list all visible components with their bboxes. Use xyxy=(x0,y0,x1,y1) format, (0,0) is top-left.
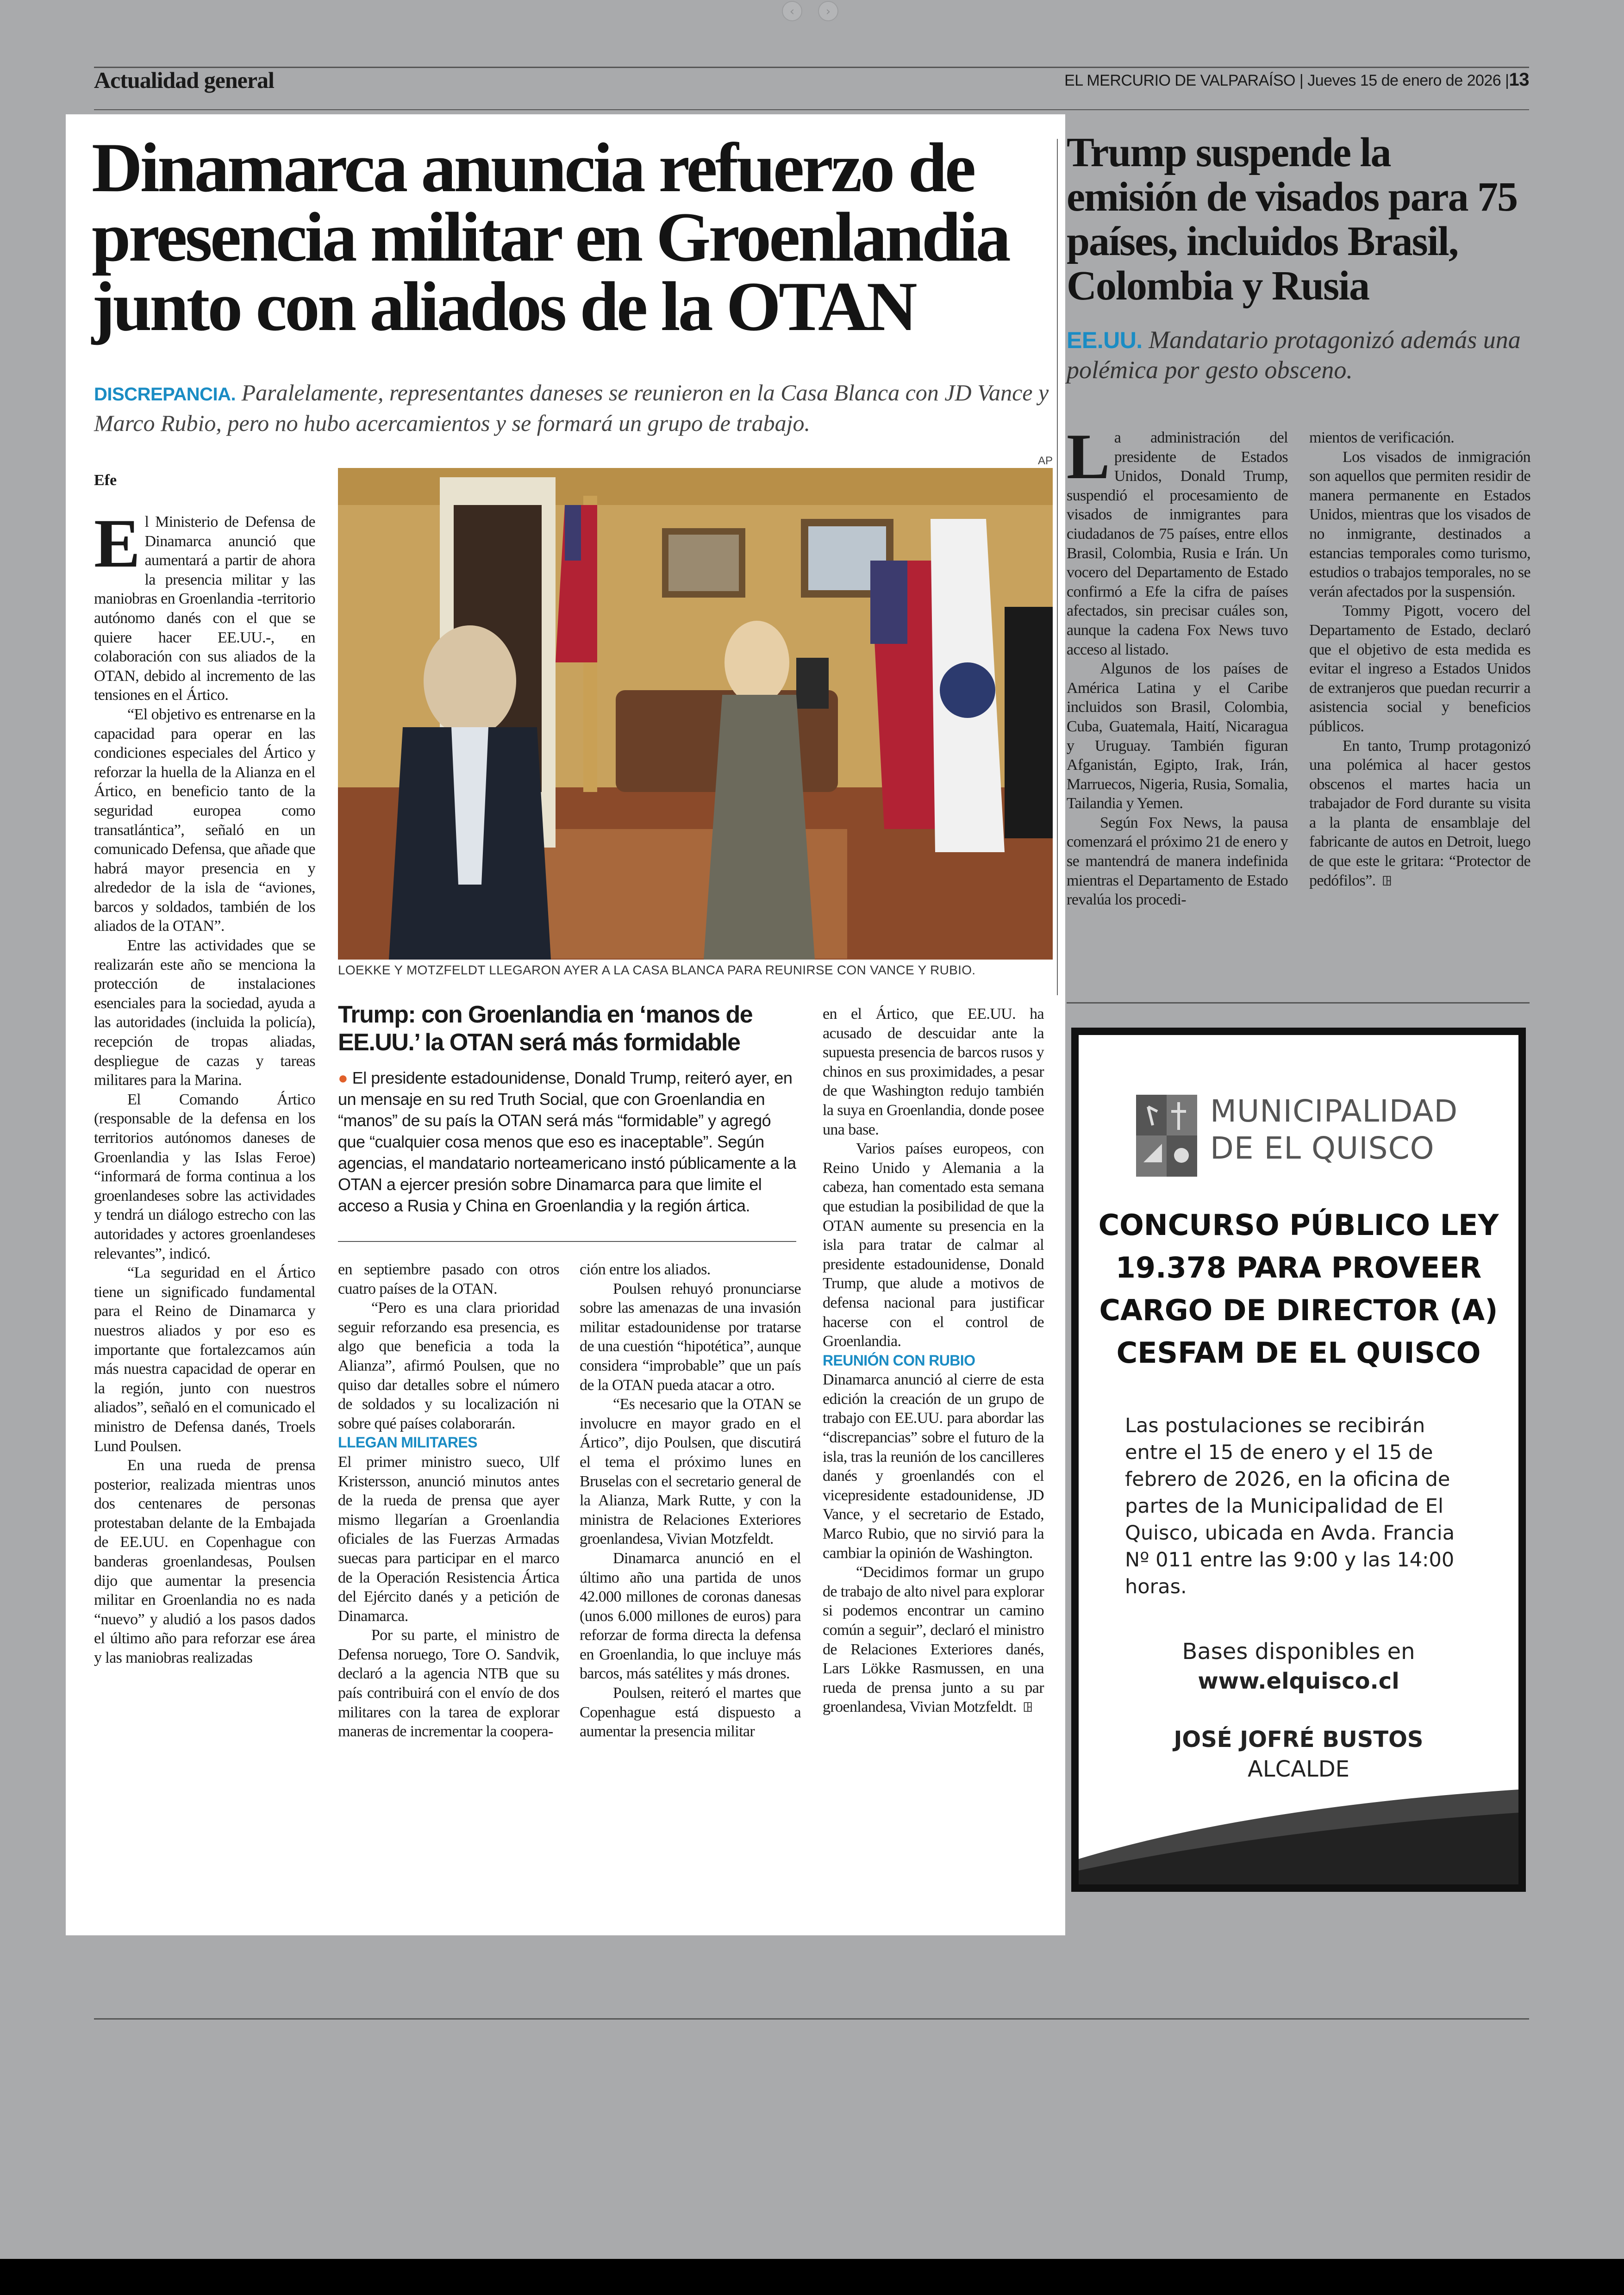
page-number: 13 xyxy=(1509,69,1529,90)
viewer-bottom-bar xyxy=(0,2259,1624,2295)
paragraph: Varios países europeos, con Reino Unido y Alemania a la cabeza, han comentado esta semana que estudian la posibilidad de que la OTAN aumente su presencia en la isla para tratar de calmar al presidente estadounidense, Donald Trump, que alude a motivos de defensa nacional para justificar hacerse con el control de Groenlandia. xyxy=(823,1140,1044,1350)
box-lead-text: El presidente estadounidense, Donald Trump, reiteró ayer, en un mensaje en su red Truth Social, que con Groenlandia en “manos” de su país la OTAN será más “formidable” y agregó que “cualquier cosa menos que eso es inaceptable”. Según agencias, el mandatario norteamericano instó públicamente a la OTAN a ejercer presión sobre Dinamarca para que limite el acceso a Rusia y China en Groenlandia y la región ártica. xyxy=(338,1068,796,1215)
signer-title: ALCALDE xyxy=(1248,1756,1349,1782)
bases-line: Bases disponibles en xyxy=(1182,1639,1415,1665)
paragraph-text: “Decidimos formar un grupo de trabajo de alto nivel para explorar si podemos encontrar un camino común a seguir”, declaró el ministro de Relaciones Exteriores danés, Lars Lökke Rasmussen, en una rueda de prensa junto a su par groenlandesa, Vivian Motzfeldt. xyxy=(823,1564,1044,1716)
ad-panel xyxy=(1079,1035,1518,1884)
paragraph xyxy=(1309,736,1530,891)
side-headline: Trump suspende la emisión de visados para 75 países, incluidos Brasil, Colombia y Rusia xyxy=(1067,130,1518,309)
main-col-1 xyxy=(94,505,315,1668)
next-page-button[interactable]: › xyxy=(818,1,838,21)
side-col-1 xyxy=(1067,421,1288,910)
paragraph: en septiembre pasado con otros cuatro países de la OTAN. xyxy=(338,1261,559,1297)
paragraph: en el Ártico, que EE.UU. ha acusado de descuidar ante la supuesta presencia de barcos rusos y chinos en sus proximidades, a pesar de que Washington redujo también la suya en Groenlandia, donde posee una base. xyxy=(823,1005,1044,1138)
paragraph: Poulsen, reiteró el martes que Copenhague está dispuesto a aumentar la presencia militar xyxy=(580,1684,801,1740)
box-divider xyxy=(338,1241,796,1242)
paragraph-text: En tanto, Trump protagonizó una polémica al hacer gestos obscenos el martes hacia un trabajador de Ford durante su visita a la planta de ensamblaje del fabricante de autos en Detroit, luego de que este le gritara: “Protector de pedófilos”. xyxy=(1309,737,1530,889)
side-col-2 xyxy=(1309,428,1530,891)
paragraph: l Ministerio de Defensa de Dinamarca anunció que aumentará a partir de ahora la presencia militar y las maniobras en Groenlandia -territorio autónomo danés con el que se quiere hacer EE.UU.-, en colaboración con sus aliados de la OTAN, debido al incremento de las tensiones en el Ártico. xyxy=(94,513,315,704)
subhead-reunion-con-rubio: REUNIÓN CON RUBIO xyxy=(823,1352,975,1369)
org-line-2: DE EL QUISCO xyxy=(1210,1130,1435,1166)
paragraph: Algunos de los países de América Latina y el Caribe incluidos son Brasil, Colombia, Cuba, Guatemala, Haití, Nicaragua y Uruguay. También figuran Afganistán, Egipto, Irak, Irán, Marruecos, Nigeria, Rusia, Somalia, Tailandia y Yemen. xyxy=(1067,660,1288,812)
paragraph: mientos de verificación. xyxy=(1309,429,1455,446)
paragraph: a administración del presidente de Estados Unidos, Donald Trump, suspendió el procesamiento de visados de inmigrantes para ciudadanos de 75 países, entre ellos Brasil, Colombia, Rusia e Irán. Un vocero del Departamento de Estado confirmó a Efe la cifra de países afectados, sin precisar cuáles son, aunque la cadena Fox News tuvo acceso al listado. xyxy=(1067,429,1288,658)
ad-wave-decoration xyxy=(1079,1790,1518,1884)
issue-date: Jueves 15 de enero de 2026 xyxy=(1307,72,1501,89)
main-col-4 xyxy=(823,1004,1044,1717)
ad-bases xyxy=(1097,1637,1500,1696)
paragraph: Dinamarca anunció al cierre de esta edición la creación de un grupo de trabajo con EE.UU. para abordar las “discrepancias” sobre el futuro de la isla, tras la reunión de los cancilleres danés y groenlandés con el vicepresidente estadounidense, JD Vance, y el secretario de Estado, Marco Rubio, que no sirvió para la cambiar la opinión de Washington. xyxy=(823,1371,1044,1562)
paragraph: “La seguridad en el Ártico tiene un significado fundamental para el Reino de Dinamarca y nuestros aliados y por eso es importante que fortalezcamos aún más nuestra capacidad de operar en la región, junto con nuestros aliados”, señaló en el comunicado el ministro de Defensa danés, Troels Lund Poulsen. xyxy=(94,1264,315,1455)
main-deck-text: Paralelamente, representantes daneses se reunieron en la Casa Blanca con JD Vance y Marco Rubio, pero no hubo acercamientos y se formará un grupo de trabajo. xyxy=(94,380,1049,436)
prev-page-button[interactable]: ‹ xyxy=(782,1,802,21)
paragraph: Dinamarca anunció en el último año una partida de unos 42.000 millones de coronas danesas (unos 6.000 millones de euros) para reforzar de forma directa la defensa en Groenlandia, lo que incluye más barcos, más satélites y más drones. xyxy=(580,1549,801,1683)
paragraph: El primer ministro sueco, Ulf Kristersson, anunció minutos antes de la rueda de prensa que ayer mismo llegarían a Groenlandia oficiales de las Fuerzas Armadas suecas para participar en el marco de la Operación Resistencia Ártica del Ejército danés y a petición de Dinamarca. xyxy=(338,1453,559,1625)
main-kicker: DISCREPANCIA. xyxy=(94,384,236,405)
end-of-article-icon: ꖸ xyxy=(1023,1700,1032,1715)
paragraph: Poulsen rehuyó pronunciarse sobre las amenazas de una invasión militar estadounidense por tratarse de una cuestión “hipotética”, aunque considera “improbable” que un país de la OTAN pueda atacar a otro. xyxy=(580,1280,801,1394)
main-col-3 xyxy=(580,1260,801,1741)
main-col-2 xyxy=(338,1260,559,1741)
side-deck-text: Mandatario protagonizó además una polémica por gesto obsceno. xyxy=(1067,326,1521,384)
paragraph: “Pero es una clara prioridad seguir reforzando esa presencia, es algo que beneficia a toda la Alianza”, afirmó Poulsen, que no quiso dar detalles sobre el número de soldados y su localización ni sobre qué países colaborarán. xyxy=(338,1299,559,1432)
photo-illustration xyxy=(338,468,1053,960)
ad-body: Las postulaciones se recibirán entre el 15 de enero y el 15 de febrero de 2026, en la oficina de partes de la Municipalidad de El Quisco, ubicada en Avda. Francia Nº 011 entre las 9:00 y las 14:00 horas. xyxy=(1125,1414,1455,1598)
paragraph: Los visados de inmigración son aquellos que permiten residir de manera permanente en Estados Unidos, mientras que los visados de no inmigrante, destinados a estancias temporales como turismo, estudios o trabajos temporales, no se verán afectados por la suspensión. xyxy=(1309,448,1530,600)
box-title: Trump: con Groenlandia en ‘manos de EE.UU.’ la OTAN será más formidable xyxy=(338,1001,753,1056)
side-kicker: EE.UU. xyxy=(1067,327,1143,353)
ad-signature xyxy=(1097,1725,1500,1784)
main-article xyxy=(66,114,1065,1935)
paragraph: Tommy Pigott, vocero del Departamento de Estado, declaró que el objetivo de esta medida es evitar el ingreso a Estados Unidos de extranjeros que puedan recurrir a asistencia social y beneficios públicos. xyxy=(1309,602,1530,735)
header-bottom-rule xyxy=(94,109,1529,110)
side-article xyxy=(1067,131,1530,385)
bullet-icon: ● xyxy=(338,1068,348,1087)
side-deck xyxy=(1067,325,1530,385)
news-photo xyxy=(338,468,1053,960)
main-headline: Dinamarca anuncia refuerzo de presencia militar en Groenlandia junto con aliados de la OTAN xyxy=(92,129,1009,345)
column-divider xyxy=(1057,139,1058,995)
byline: Efe xyxy=(94,472,117,489)
box-lead xyxy=(338,1067,796,1216)
paragraph: ción entre los aliados. xyxy=(580,1261,711,1278)
main-deck xyxy=(94,378,1052,437)
website-link[interactable]: www.elquisco.cl xyxy=(1198,1668,1399,1694)
org-line-1: MUNICIPALIDAD xyxy=(1210,1093,1458,1129)
footer-rule xyxy=(94,2018,1529,2020)
photo-credit: AP xyxy=(1037,455,1053,467)
end-of-article-icon: ꖸ xyxy=(1382,873,1392,889)
subhead-llegan-militares: LLEGAN MILITARES xyxy=(338,1434,477,1451)
trump-box xyxy=(338,1001,796,1216)
municipal-logo-icon xyxy=(1134,1093,1199,1179)
dropcap: E xyxy=(94,505,140,582)
municipal-ad xyxy=(1071,1028,1526,1892)
paragraph: El Comando Ártico (responsable de la defensa en los territorios autónomos daneses de Groenlandia y las Islas Feroe) “informará de forma continua a los groenlandeses sobre las actividades y tendrá un diálogo estrecho con las autoridades y actores groenlandeses relevantes”, indicó. xyxy=(94,1091,315,1262)
paragraph: Entre las actividades que se realizarán este año se menciona la protección de instalaciones esenciales para la sociedad, ayuda a las autoridades (incluida la policía), recepción de tropas aliadas, despliegue de cazas y tareas militares para la Marina. xyxy=(94,937,315,1089)
photo-caption: LOEKKE Y MOTZFELDT LLEGARON AYER A LA CASA BLANCA PARA REUNIRSE CON VANCE Y RUBIO. xyxy=(338,963,976,977)
section-label: Actualidad general xyxy=(94,67,274,93)
paragraph: “El objetivo es entrenarse en la capacidad para operar en las condiciones especiales del Ártico y reforzar la huella de la Alianza en el Ártico, en beneficio tanto de la seguridad europea como transatlántica”, señaló en un comunicado Defensa, que añade que habrá mayor presencia en y alrededor de la isla de “aviones, barcos y soldados, también de los aliados de la OTAN”. xyxy=(94,705,315,935)
paragraph: En una rueda de prensa posterior, realizada mientras unos dos centenares de personas protestaban delante de la Embajada de EE.UU. en Copenhague con banderas groenlandesas, Poulsen dijo que aumentar la presencia militar en Groenlandia no es nada “nuevo” y aludió a los pasos dados el último año para reforzar ese área y las maniobras realizadas xyxy=(94,1457,315,1667)
dropcap: L xyxy=(1067,421,1110,493)
paragraph: Según Fox News, la pausa comenzará el próximo 21 de enero y se mantendrá de manera indefinida mientras el Departamento de Estado revalúa los procedi- xyxy=(1067,814,1288,909)
signer-name: JOSÉ JOFRÉ BUSTOS xyxy=(1174,1727,1424,1752)
paragraph: “Es necesario que la OTAN se involucre en mayor grado en el Ártico”, dijo Poulsen, que discutirá el tema el próximo lunes en Bruselas con el secretario general de la Alianza, Mark Rutte, y con la ministra de Relaciones Exteriores groenlandesa, Vivian Motzfeldt. xyxy=(580,1396,801,1548)
side-article-bottom-rule xyxy=(1067,1002,1530,1004)
newspaper-name: EL MERCURIO DE VALPARAÍSO xyxy=(1064,72,1295,89)
paragraph xyxy=(823,1563,1044,1717)
page-header-info: EL MERCURIO DE VALPARAÍSO | Jueves 15 de enero de 2026 |13 xyxy=(1064,69,1529,90)
paragraph: Por su parte, el ministro de Defensa noruego, Tore O. Sandvik, declaró a la agencia NTB que su país contribuirá con el envío de dos militares con la tarea de explorar maneras de incrementar la coopera- xyxy=(338,1627,559,1740)
ad-title: CONCURSO PÚBLICO LEY 19.378 PARA PROVEER CARGO DE DIRECTOR (A) CESFAM DE EL QUISCO xyxy=(1098,1208,1499,1370)
ad-organization xyxy=(1210,1093,1497,1167)
